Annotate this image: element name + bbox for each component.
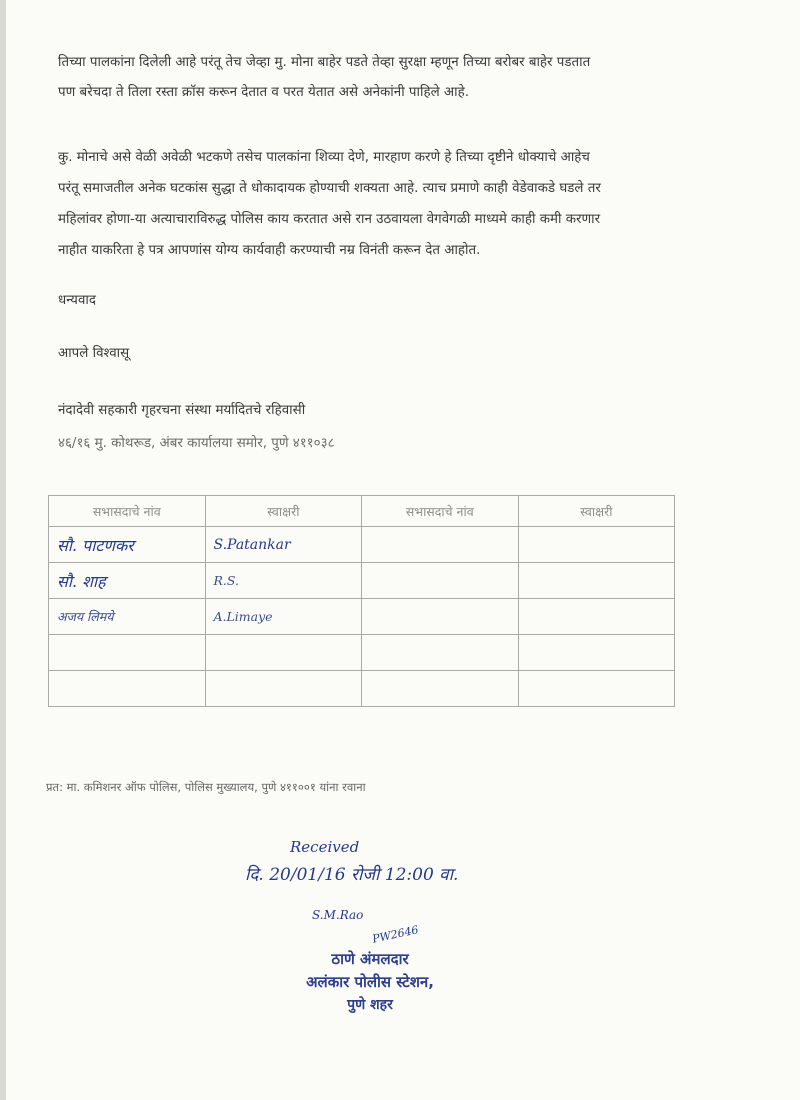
receiver-initials: S.M.Rao [312, 908, 364, 922]
closing-line: आपले विश्वासू [58, 346, 130, 361]
signature-cell: S.Patankar [205, 527, 362, 563]
member-name-cell [49, 635, 206, 671]
table-row [49, 527, 675, 563]
member-name-cell: अजय लिमये [49, 599, 206, 635]
sender-line: नंदादेवी सहकारी गृहरचना संस्था मर्यादितचे रहिवासी [58, 403, 306, 418]
member-name-cell [362, 671, 519, 707]
paragraph-1 [58, 48, 770, 108]
paragraph-1-line: पण बरेचदा ते तिला रस्ता क्रॉस करून देतात व परत येतात असे अनेकांनी पाहिले आहे. [58, 85, 469, 100]
member-name-cell: सौ. शाह [49, 563, 206, 599]
stamp-line-3: पुणे शहर [347, 997, 393, 1013]
paragraph-2-line: महिलांवर होणा-या अत्याचाराविरुद्ध पोलिस काय करतात असे रान उठवायला वेगवेगळी माध्यमे काही कमी करणार [58, 212, 601, 227]
signature-cell [205, 635, 362, 671]
member-name-cell [362, 635, 519, 671]
member-name-cell [49, 671, 206, 707]
member-name-cell [362, 563, 519, 599]
paragraph-2 [58, 142, 770, 266]
scan-edge [0, 0, 6, 1100]
address-line: ४६/१६ मु. कोथरूड, अंबर कार्यालया समोर, पुणे ४११०३८ [58, 436, 335, 451]
signature-cell: R.S. [205, 563, 362, 599]
signature-cell [518, 563, 675, 599]
receiver-note: PW2646 [371, 923, 420, 946]
thanks-line: धन्यवाद [58, 293, 96, 308]
member-name-cell: सौ. पाटणकर [49, 527, 206, 563]
copy-to-line: प्रत: मा. कमिशनर ऑफ पोलिस, पोलिस मुख्यालय, पुणे ४११००१ यांना रवाना [46, 780, 366, 794]
signature-cell [518, 527, 675, 563]
police-station-stamp [270, 948, 470, 1017]
paragraph-1-line: तिच्या पालकांना दिलेली आहे परंतू तेच जेव्हा मु. मोना बाहेर पडते तेव्हा सुरक्षा म्हणून तिच्या बरोबर बाहेर पडतात [58, 55, 591, 70]
column-header-signature: स्वाक्षरी [205, 496, 362, 527]
signature-cell [518, 635, 675, 671]
signature-cell [518, 599, 675, 635]
column-header-member-name: सभासदाचे नांव [362, 496, 519, 527]
column-header-member-name: सभासदाचे नांव [49, 496, 206, 527]
member-name-cell [362, 527, 519, 563]
paragraph-2-line: परंतू समाजतील अनेक घटकांस सुद्धा ते धोकादायक होण्याची शक्यता आहे. त्याच प्रमाणे काही वेडेवाकडे घडले तर [58, 181, 601, 196]
received-datetime: दि. 20/01/16 रोजी 12:00 वा. [245, 865, 459, 885]
table-row [49, 671, 675, 707]
stamp-line-1: ठाणे अंमलदार [331, 950, 409, 968]
received-label: Received [290, 838, 360, 856]
table-row [49, 635, 675, 671]
table-header-row [49, 496, 675, 527]
member-name-cell [362, 599, 519, 635]
table-row [49, 599, 675, 635]
paragraph-2-line: नाहीत याकरिता हे पत्र आपणांस योग्य कार्यवाही करण्याची नम्र विनंती करून देत आहोत. [58, 243, 481, 258]
signature-cell: A.Limaye [205, 599, 362, 635]
members-signature-table [48, 495, 675, 707]
stamp-line-2: अलंकार पोलीस स्टेशन, [306, 973, 434, 991]
table-row [49, 563, 675, 599]
signature-cell [518, 671, 675, 707]
signature-cell [205, 671, 362, 707]
column-header-signature: स्वाक्षरी [518, 496, 675, 527]
paragraph-2-line: कु. मोनाचे असे वेळी अवेळी भटकणे तसेच पालकांना शिव्या देणे, मारहाण करणे हे तिच्या दृष्टीने धोक्याचे आहेच [58, 150, 590, 165]
